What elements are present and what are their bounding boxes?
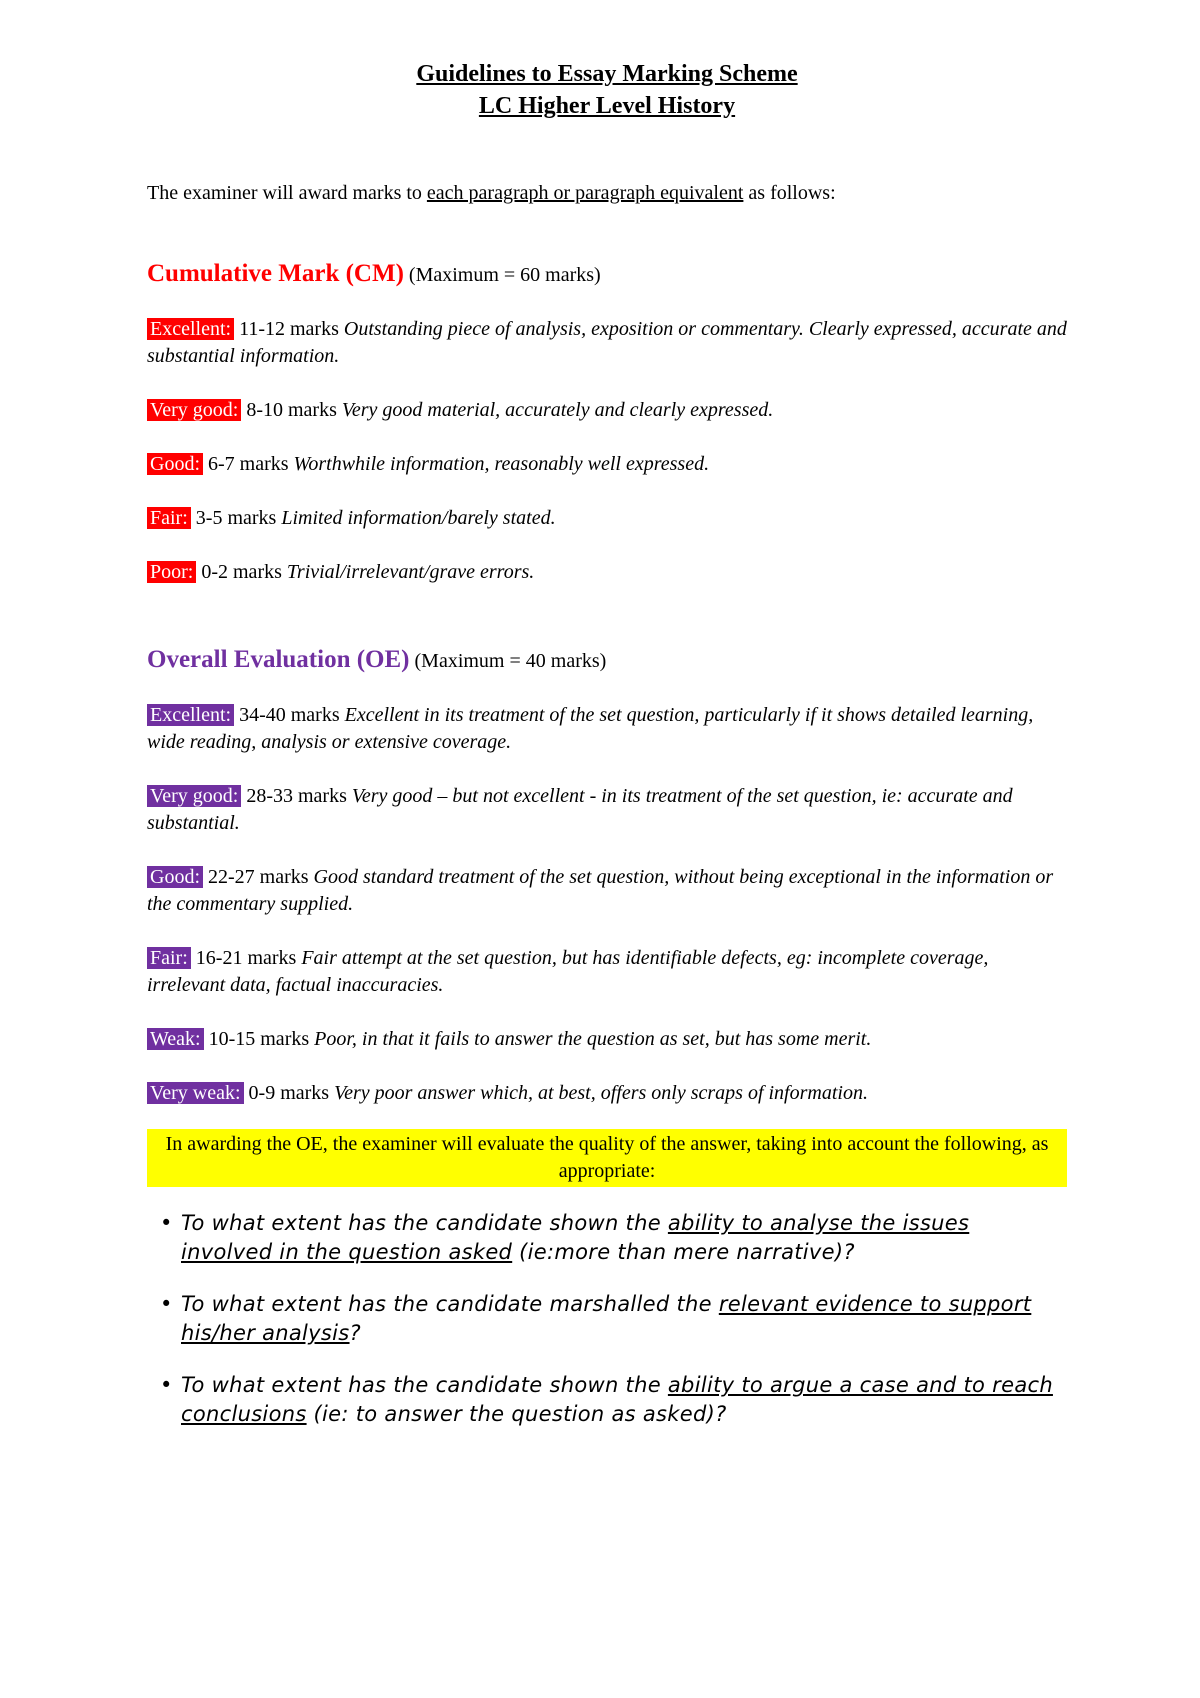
cm-band-fair xyxy=(147,505,1067,532)
band-description: Very poor answer which, at best, offers only scraps of information. xyxy=(334,1082,868,1104)
oe-band-excellent xyxy=(147,702,1067,756)
band-label: Fair: xyxy=(147,947,191,969)
document-title xyxy=(147,58,1067,122)
oe-heading: Overall Evaluation (OE) xyxy=(147,646,410,673)
band-marks: 22-27 marks xyxy=(203,866,314,888)
title-line-1: Guidelines to Essay Marking Scheme xyxy=(416,61,798,87)
band-description: Poor, in that it fails to answer the question as set, but has some merit. xyxy=(314,1028,872,1050)
question-text: To what extent has the candidate shown the xyxy=(181,1373,668,1397)
oe-highlight-note: In awarding the OE, the examiner will evaluate the quality of the answer, taking into account the following, as appropriate: xyxy=(147,1129,1067,1187)
cm-band-good xyxy=(147,451,1067,478)
cm-band-poor xyxy=(147,559,1067,586)
band-marks: 0-2 marks xyxy=(196,561,287,583)
band-marks: 0-9 marks xyxy=(243,1082,335,1104)
band-label: Very good: xyxy=(147,785,241,807)
band-marks: 3-5 marks xyxy=(190,507,282,529)
cm-maximum: (Maximum = 60 marks) xyxy=(403,264,601,286)
band-description: Trivial/irrelevant/grave errors. xyxy=(286,561,535,583)
list-item xyxy=(147,1371,1067,1429)
bullet-icon: • xyxy=(160,1292,173,1316)
intro-text: The examiner will award marks to xyxy=(147,182,427,204)
question-underlined-text: ability to argue a case and to reach conclusions xyxy=(181,1373,1053,1426)
band-marks: 6-7 marks xyxy=(203,453,294,475)
oe-band-good xyxy=(147,864,1067,918)
band-marks: 8-10 marks xyxy=(241,399,342,421)
band-label: Very good: xyxy=(147,399,241,421)
list-item xyxy=(147,1209,1067,1267)
question-text-end: ? xyxy=(349,1321,361,1345)
list-item xyxy=(147,1290,1067,1348)
question-text: To what extent has the candidate marshalled the xyxy=(181,1292,719,1316)
band-label: Weak: xyxy=(147,1028,204,1050)
question-text-end: (ie: to answer the question as asked)? xyxy=(306,1402,727,1426)
band-marks: 16-21 marks xyxy=(190,947,302,969)
band-description: Outstanding piece of analysis, exposition or commentary. Clearly expressed, accurate and substantial information. xyxy=(147,318,1067,367)
band-description: Fair attempt at the set question, but has identifiable defects, eg: incomplete coverage, irrelevant data, factual inaccuracies. xyxy=(147,947,989,996)
band-description: Good standard treatment of the set question, without being exceptional in the information or the commentary supplied. xyxy=(147,866,1054,915)
oe-criteria-list xyxy=(147,1209,1067,1429)
band-description: Limited information/barely stated. xyxy=(281,507,556,529)
band-label: Fair: xyxy=(147,507,191,529)
question-underlined-text: ability to analyse the issues involved in the question asked xyxy=(181,1211,970,1264)
band-label: Very weak: xyxy=(147,1082,244,1104)
oe-band-fair xyxy=(147,945,1067,999)
cm-heading: Cumulative Mark (CM) xyxy=(147,260,404,287)
band-description: Worthwhile information, reasonably well expressed. xyxy=(293,453,710,475)
oe-band-weak xyxy=(147,1026,1067,1053)
bullet-icon: • xyxy=(160,1211,173,1235)
band-marks: 10-15 marks xyxy=(203,1028,315,1050)
band-description: Very good – but not excellent - in its treatment of the set question, ie: accurate and substantial. xyxy=(147,785,1013,834)
band-marks: 11-12 marks xyxy=(234,318,344,340)
question-text: To what extent has the candidate shown the xyxy=(181,1211,668,1235)
bullet-icon: • xyxy=(160,1373,173,1397)
intro-underlined-text: each paragraph or paragraph equivalent xyxy=(426,182,744,204)
band-marks: 28-33 marks xyxy=(241,785,352,807)
oe-band-very-weak xyxy=(147,1080,1067,1107)
question-underlined-text: relevant evidence to support his/her analysis xyxy=(181,1292,1032,1345)
band-marks: 34-40 marks xyxy=(234,704,345,726)
band-description: Very good material, accurately and clearly expressed. xyxy=(341,399,774,421)
intro-text-end: as follows: xyxy=(743,182,836,204)
band-label: Poor: xyxy=(147,561,196,583)
band-label: Good: xyxy=(147,866,203,888)
oe-band-very-good xyxy=(147,783,1067,837)
band-label: Good: xyxy=(147,453,203,475)
cm-band-very-good xyxy=(147,397,1067,424)
question-text-end: (ie:more than mere narrative)? xyxy=(512,1240,855,1264)
cm-band-excellent xyxy=(147,316,1067,370)
title-line-2: LC Higher Level History xyxy=(478,93,736,119)
band-label: Excellent: xyxy=(147,704,234,726)
oe-section-heading xyxy=(147,646,1067,675)
document-page xyxy=(147,58,1067,1452)
oe-maximum: (Maximum = 40 marks) xyxy=(409,650,607,672)
band-description: Excellent in its treatment of the set question, particularly if it shows detailed learning, wide reading, analysis or extensive coverage. xyxy=(147,704,1034,753)
band-label: Excellent: xyxy=(147,318,234,340)
cm-section-heading xyxy=(147,260,1067,289)
intro-paragraph xyxy=(147,180,1067,206)
